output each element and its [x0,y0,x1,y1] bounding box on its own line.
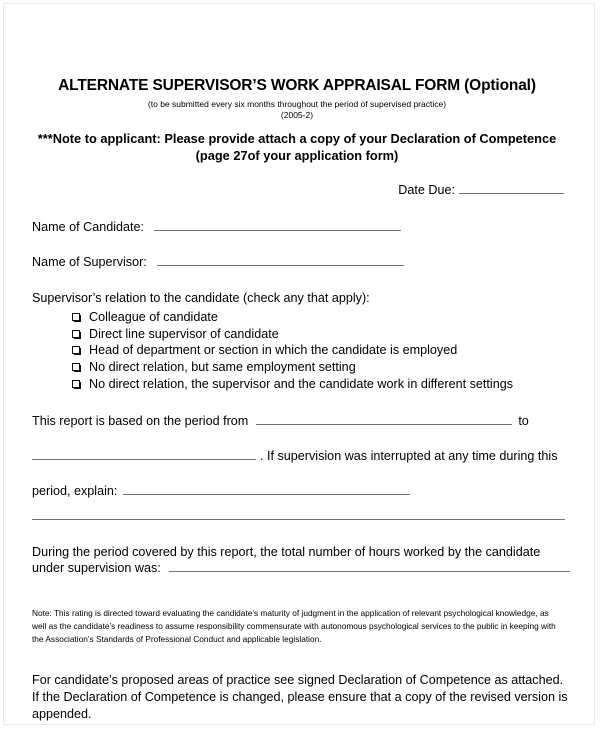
page-content [3,4,595,725]
relation-option-label: No direct relation, the supervisor and the candidate work in different settings [89,376,513,391]
checkbox-icon[interactable] [72,346,80,354]
hours-worked-text-line-1: During the period covered by this report, the total number of hours worked by the candidate [32,544,541,559]
relation-option-direct-line-supervisor[interactable] [72,326,570,343]
report-period-to-input[interactable] [32,448,256,460]
checkbox-icon[interactable] [72,363,80,371]
name-of-supervisor-label: Name of Supervisor: [32,255,147,270]
report-period-to-label: to [518,413,529,428]
date-due-input[interactable] [459,182,564,194]
checkbox-icon[interactable] [72,380,80,388]
report-period-prefix: This report is based on the period from [32,413,249,428]
name-of-candidate-label: Name of Candidate: [32,219,145,234]
relation-option-label: Head of department or section in which the candidate is employed [89,343,458,358]
supervision-interruption-text: . If supervision was interrupted at any time during this [260,449,558,464]
relation-option-label: No direct relation, but same employment setting [89,360,356,375]
name-of-candidate-input[interactable] [154,219,401,231]
note-to-applicant-line-2: (page 27of your application form) [195,147,399,163]
declaration-of-competence-paragraph: For candidate’s proposed areas of practice see signed Declaration of Competence as attached. If the Declaration of Competence is changed, please ensure that a copy of the revised version is appended. [32,672,568,722]
relation-option-head-of-department[interactable] [72,342,570,359]
form-body [3,182,595,724]
name-of-supervisor-row [32,254,570,270]
page-title: ALTERNATE SUPERVISOR’S WORK APPRAISAL FORM (Optional) [58,77,536,94]
document-version: (2005-2) [280,110,314,121]
hours-worked-input[interactable] [169,561,570,573]
checkbox-icon[interactable] [72,330,80,338]
relation-option-label: Direct line supervisor of candidate [89,326,279,341]
date-due-row [32,182,570,198]
explain-input-continued[interactable] [32,519,565,520]
document-header [3,4,595,164]
explain-label: period, explain: [32,484,118,499]
name-of-candidate-row [32,219,570,235]
report-period-block [32,413,570,520]
rating-note-paragraph: Note: This rating is directed toward evaluating the candidate’s maturity of judgment in the application of relevant psychological knowledge, as well as the candidate’s readiness to assume responsibility commensurate with autonomous psychological services to the public in keeping with the Association’s Standards of Professional Conduct and applicable legislation. [32,607,556,644]
relation-option-different-settings[interactable] [72,376,570,393]
report-period-line-2 [32,448,570,464]
date-due-label: Date Due: [398,182,455,197]
hours-worked-row [32,560,570,576]
relation-option-same-employment-setting[interactable] [72,359,570,376]
supervisor-relation-options [32,309,570,393]
name-of-supervisor-input[interactable] [157,255,404,267]
note-to-applicant-line-1: ***Note to applicant: Please provide attach a copy of your Declaration of Competence [37,130,557,146]
relation-option-colleague[interactable] [72,309,570,326]
supervisor-relation-prompt: Supervisor’s relation to the candidate (check any that apply): [32,290,370,305]
report-period-from-input[interactable] [256,413,512,425]
document-subtitle: (to be submitted every six months throughout the period of supervised practice) [147,98,447,109]
report-period-line-1 [32,413,570,429]
relation-option-label: Colleague of candidate [89,310,218,324]
note-to-applicant [26,130,568,164]
document-page [3,3,595,725]
explain-row [32,483,570,499]
hours-worked-label: under supervision was: [32,561,161,576]
explain-input[interactable] [123,484,410,496]
hours-worked-block [32,544,570,577]
checkbox-icon[interactable] [72,313,80,321]
